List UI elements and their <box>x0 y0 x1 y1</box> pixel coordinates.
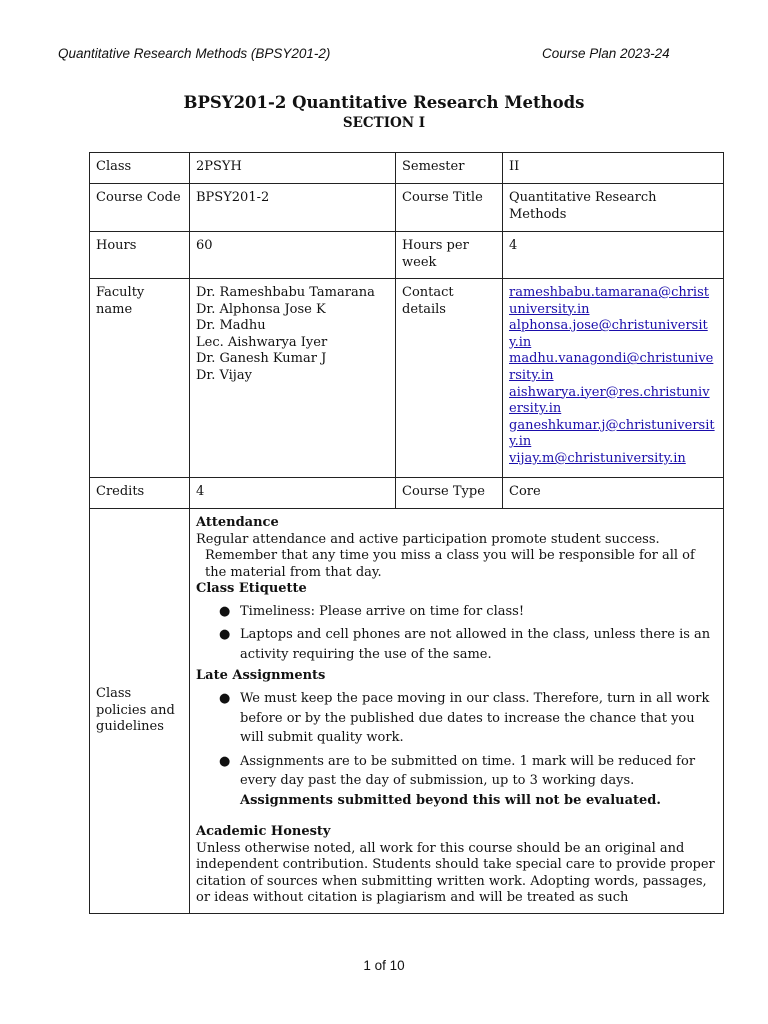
academic-honesty-text: Unless otherwise noted, all work for this course should be an original and independent contribution. Students should take special care to provide proper citation of sources when submitting written work. Adopting words, passages, or ideas without citation is plagiarism and will be treated as such <box>196 840 715 906</box>
list-item: ● We must keep the pace moving in our class. Therefore, turn in all work before or by the published due dates to increase the chance that you will submit quality work. <box>219 691 710 746</box>
list-item: ● Laptops and cell phones are not allowed in the class, unless there is an activity requiring the use of the same. <box>219 627 711 662</box>
faculty-label: Faculty name <box>90 279 190 478</box>
email-link[interactable]: madhu.vanagondi@christuniversity.in <box>509 351 714 383</box>
academic-honesty-heading: Academic Honesty <box>196 824 331 840</box>
hours-per-week-value: 4 <box>503 232 724 279</box>
attendance-text-continued: Remember that any time you miss a class you will be responsible for all of the material from that day. <box>205 548 695 580</box>
faculty-name: Dr. Alphonsa Jose K <box>196 301 326 317</box>
semester-value: II <box>503 153 724 184</box>
bullet-icon: ● <box>219 753 231 769</box>
table-row <box>90 232 724 279</box>
bullet-icon: ● <box>219 691 231 707</box>
faculty-name: Dr. Ganesh Kumar J <box>196 351 327 367</box>
running-header-course: Quantitative Research Methods (BPSY201-2) <box>58 46 331 61</box>
course-plan-table <box>89 152 724 914</box>
class-label: Class <box>90 153 190 184</box>
etiquette-list <box>196 602 717 665</box>
class-value: 2PSYH <box>190 153 396 184</box>
attendance-text: Regular attendance and active participation promote student success. <box>196 531 660 547</box>
etiquette-heading: Class Etiquette <box>196 581 307 597</box>
course-title-label: Course Title <box>396 184 503 232</box>
faculty-name: Dr. Madhu <box>196 318 266 334</box>
policies-content <box>190 509 724 914</box>
semester-label: Semester <box>396 153 503 184</box>
email-link[interactable]: aishwarya.iyer@res.christuniversity.in <box>509 384 710 417</box>
policies-label: Class policies and guidelines <box>90 509 190 914</box>
page-number: 1 of 10 <box>363 958 405 973</box>
faculty-name: Lec. Aishwarya Iyer <box>196 334 328 350</box>
running-header-plan: Course Plan 2023-24 <box>542 46 670 61</box>
list-item: ● Timeliness: Please arrive on time for class! <box>196 602 717 622</box>
late-warning: Assignments submitted beyond this will not be evaluated. <box>240 792 661 808</box>
bullet-icon: ● <box>219 627 231 643</box>
table-row <box>90 279 724 478</box>
faculty-name: Dr. Vijay <box>196 367 252 383</box>
list-item: ● Assignments are to be submitted on time. 1 mark will be reduced for every day past the day of submission, up to 3 working days. Assignments submitted beyond this will not be evaluated. <box>219 753 696 808</box>
credits-value: 4 <box>190 478 396 509</box>
course-type-value: Core <box>503 478 724 509</box>
email-link[interactable]: vijay.m@christuniversity.in <box>509 450 686 466</box>
hours-value: 60 <box>190 232 396 279</box>
table-row <box>90 509 724 914</box>
table-row <box>90 184 724 232</box>
course-code-label: Course Code <box>90 184 190 232</box>
late-assignments-list <box>196 689 717 810</box>
contact-list <box>503 279 724 478</box>
faculty-list <box>190 279 396 478</box>
email-link[interactable]: alphonsa.jose@christuniversity.in <box>509 318 708 350</box>
hours-label: Hours <box>90 232 190 279</box>
course-title-value: Quantitative Research Methods <box>503 184 724 232</box>
email-link[interactable]: rameshbabu.tamarana@christuniversity.in <box>509 285 709 317</box>
table-row <box>90 153 724 184</box>
course-type-label: Course Type <box>396 478 503 509</box>
credits-label: Credits <box>90 478 190 509</box>
attendance-heading: Attendance <box>196 515 279 530</box>
contact-label: Contact details <box>396 279 503 478</box>
hours-per-week-label: Hours per week <box>396 232 503 279</box>
document-title: BPSY201-2 Quantitative Research Methods <box>183 93 585 112</box>
faculty-name: Dr. Rameshbabu Tamarana <box>196 285 375 300</box>
section-heading: SECTION I <box>342 115 426 131</box>
bullet-icon: ● <box>219 603 231 619</box>
late-assignments-heading: Late Assignments <box>196 668 326 684</box>
email-link[interactable]: ganeshkumar.j@christuniversity.in <box>509 417 715 450</box>
table-row <box>90 478 724 509</box>
course-code-value: BPSY201-2 <box>190 184 396 232</box>
